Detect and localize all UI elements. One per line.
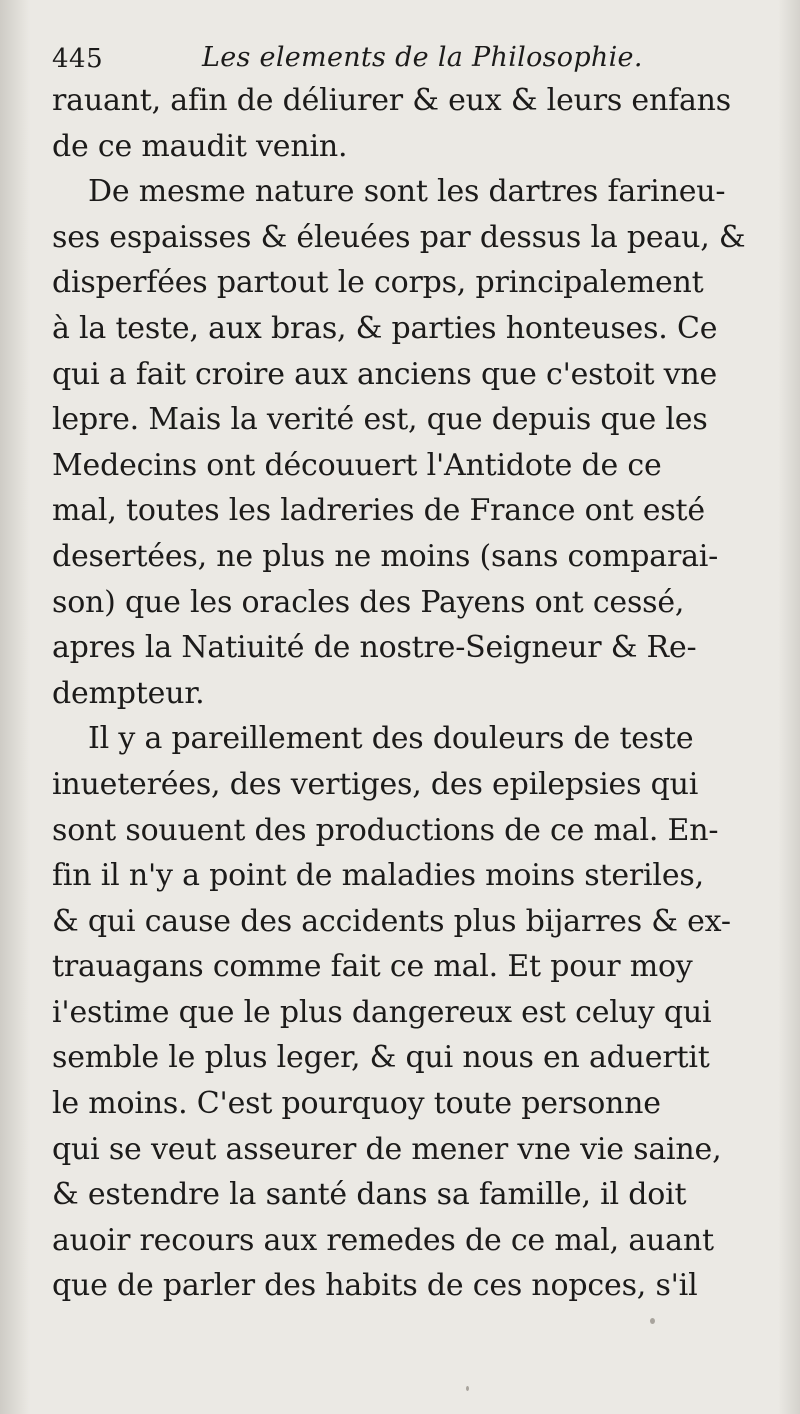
text-line: trauagans comme fait ce mal. Et pour moy bbox=[52, 949, 693, 985]
text-line: à la teste, aux bras, & parties honteuses. Ce bbox=[52, 310, 718, 346]
text-line: inueterées, des vertiges, des epilepsies qui bbox=[52, 766, 699, 802]
page-spine-shadow bbox=[0, 0, 30, 1414]
text-line: & estendre la santé dans sa famille, il doit bbox=[52, 1177, 687, 1213]
paper-speck bbox=[650, 1318, 655, 1324]
text-line: disperfées partout le corps, principalement bbox=[52, 265, 704, 301]
text-line: de ce maudit venin. bbox=[52, 128, 348, 164]
text-line: semble le plus leger, & qui nous en aduertit bbox=[52, 1040, 710, 1076]
text-line: sont souuent des productions de ce mal. En- bbox=[52, 812, 719, 848]
text-line: mal, toutes les ladreries de France ont esté bbox=[52, 493, 705, 529]
text-line: apres la Natiuité de nostre-Seigneur & Re- bbox=[52, 630, 697, 666]
text-line: ses espaisses & éleuées par dessus la peau, & bbox=[52, 219, 746, 255]
text-line: desertées, ne plus ne moins (sans comparai- bbox=[52, 538, 719, 574]
text-line: rauant, afin de déliurer & eux & leurs enfans bbox=[52, 83, 731, 118]
paper-speck bbox=[466, 1386, 469, 1391]
text-line: Medecins ont découuert l'Antidote de ce bbox=[52, 447, 662, 483]
text-line: auoir recours aux remedes de ce mal, auant bbox=[52, 1222, 714, 1258]
text-line: i'estime que le plus dangereux est celuy qui bbox=[52, 994, 712, 1030]
body-text bbox=[52, 78, 782, 1309]
text-line: que de parler des habits de ces nopces, s'il bbox=[52, 1268, 698, 1304]
paragraph-start-line: Il y a pareillement des douleurs de teste bbox=[88, 721, 694, 757]
text-line: qui se veut asseurer de mener vne vie saine, bbox=[52, 1131, 722, 1167]
text-line: lepre. Mais la verité est, que depuis que les bbox=[52, 402, 708, 438]
text-line: dempteur. bbox=[52, 675, 205, 711]
page-number: 445 bbox=[52, 44, 104, 74]
text-line: & qui cause des accidents plus bijarres & ex- bbox=[52, 903, 731, 939]
text-line: qui a fait croire aux anciens que c'estoit vne bbox=[52, 356, 718, 392]
text-line: son) que les oracles des Payens ont cessé, bbox=[52, 584, 685, 620]
paragraph-start-line: De mesme nature sont les dartres farineu- bbox=[88, 174, 726, 210]
running-title: Les elements de la Philosophie. bbox=[202, 42, 643, 73]
text-line: le moins. C'est pourquoy toute personne bbox=[52, 1086, 661, 1122]
text-line: fin il n'y a point de maladies moins steriles, bbox=[52, 858, 704, 894]
